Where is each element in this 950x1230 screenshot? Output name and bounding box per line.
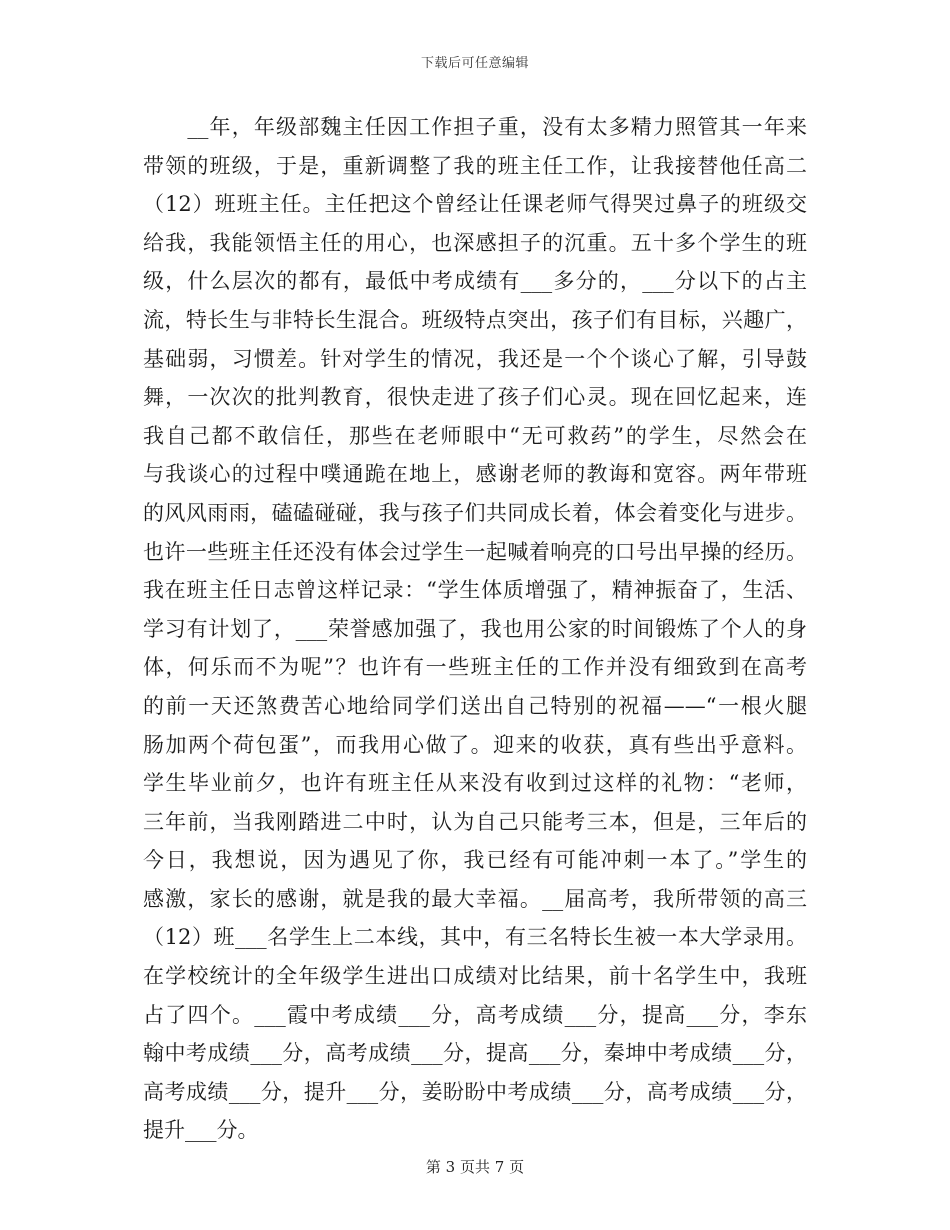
text-line: 学习有计划了，___荣誉感加强了，我也用公家的时间锻炼了个人的身 — [143, 616, 807, 641]
text-line: 的风风雨雨，磕磕碰碰，我与孩子们共同成长着，体会着变化与进步。 — [143, 500, 807, 525]
text-line: 我在班主任日志曾这样记录：“学生体质增强了，精神振奋了，生活、 — [143, 578, 807, 603]
text-line: 与我谈心的过程中噗通跪在地上，感谢老师的教诲和宽容。两年带班 — [143, 462, 807, 487]
text-line: 也许一些班主任还没有体会过学生一起喊着响亮的口号出早操的经历。 — [143, 539, 807, 564]
text-line-last: 提升___分。 — [143, 1118, 259, 1143]
text-line: 学生毕业前夕，也许有班主任从来没有收到过这样的礼物：“老师， — [143, 771, 807, 796]
text-line: 舞，一次次的批判教育，很快走进了孩子们心灵。现在回忆起来，连 — [143, 385, 807, 410]
text-line: 占了四个。___霞中考成绩___分，高考成绩___分，提高___分，李东 — [143, 1002, 807, 1027]
page-header: 下载后可任意编辑 — [420, 56, 529, 71]
text-line: 三年前，当我刚踏进二中时，认为自己只能考三本，但是，三年后的 — [143, 809, 807, 834]
text-line: 级，什么层次的都有，最低中考成绩有___多分的，___分以下的占主 — [143, 269, 807, 294]
text-line: __年，年级部魏主任因工作担子重，没有太多精力照管其一年来 — [143, 115, 807, 139]
text-line: 带领的班级，于是，重新调整了我的班主任工作，让我接替他任高二 — [143, 153, 807, 178]
text-line: 我自己都不敢信任，那些在老师眼中“无可救药”的学生，尽然会在 — [143, 423, 807, 448]
page-number-footer: 第 3 页共 7 页 — [425, 1158, 525, 1176]
text-line: 感激，家长的感谢，就是我的最大幸福。__届高考，我所带领的高三 — [143, 886, 807, 911]
text-line: 在学校统计的全年级学生进出口成绩对比结果，前十名学生中，我班 — [143, 964, 807, 989]
text-line: 高考成绩___分，提升___分，姜盼盼中考成绩___分，高考成绩___分， — [143, 1079, 807, 1104]
body-paragraph — [143, 108, 807, 1150]
text-line: 流，特长生与非特长生混合。班级特点突出，孩子们有目标，兴趣广， — [143, 307, 807, 332]
text-line: 体，何乐而不为呢”？也许有一些班主任的工作并没有细致到在高考 — [143, 655, 807, 680]
text-line: （12）班___名学生上二本线，其中，有三名特长生被一本大学录用。 — [143, 925, 807, 950]
text-line: 翰中考成绩___分，高考成绩___分，提高___分，秦坤中考成绩___分， — [143, 1041, 807, 1066]
text-line: 今日，我想说，因为遇见了你，我已经有可能冲刺一本了。”学生的 — [143, 848, 807, 873]
text-line: （12）班班主任。主任把这个曾经让任课老师气得哭过鼻子的班级交 — [143, 192, 807, 217]
text-line: 肠加两个荷包蛋”，而我用心做了。迎来的收获，真有些出乎意料。 — [143, 732, 807, 757]
text-line: 基础弱，习惯差。针对学生的情况，我还是一个个谈心了解，引导鼓 — [143, 346, 807, 371]
text-line: 的前一天还煞费苦心地给同学们送出自己特别的祝福——“一根火腿 — [143, 693, 807, 718]
text-line: 给我，我能领悟主任的用心，也深感担子的沉重。五十多个学生的班 — [143, 230, 807, 255]
